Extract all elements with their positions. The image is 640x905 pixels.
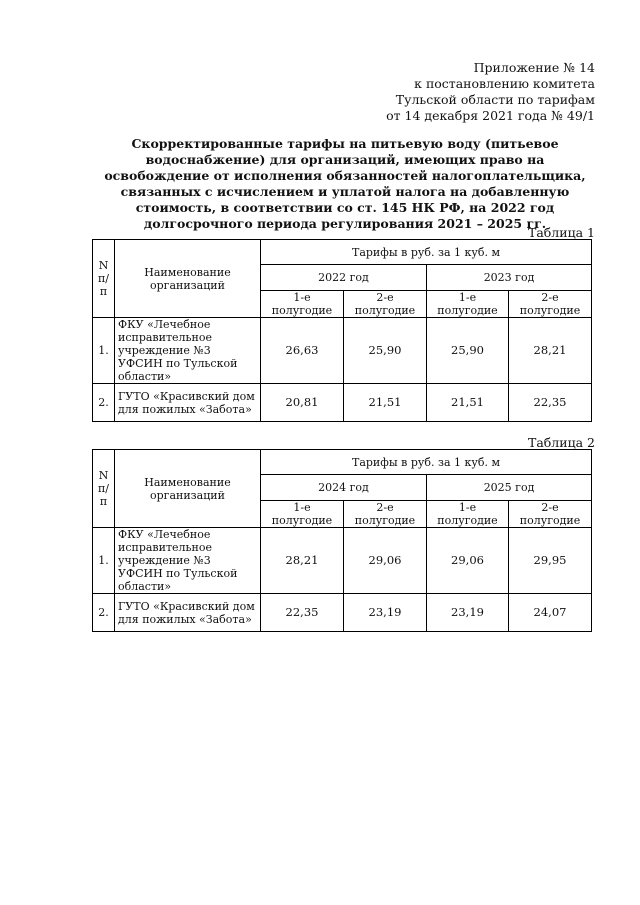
header-half: 2-е полугодие <box>344 291 427 318</box>
appendix-block <box>386 60 595 124</box>
table-row <box>93 528 592 594</box>
header-half: 2-е полугодие <box>509 291 592 318</box>
tariff-value: 23,19 <box>344 594 427 632</box>
org-name: ГУТО «Красивский дом для пожилых «Забота» <box>115 594 261 632</box>
appendix-line: от 14 декабря 2021 года № 49/1 <box>386 108 595 123</box>
tariff-value: 22,35 <box>509 384 592 422</box>
tariff-value: 21,51 <box>427 384 509 422</box>
row-number: 1. <box>93 528 115 594</box>
appendix-line: Приложение № 14 <box>473 60 595 75</box>
appendix-line: к постановлению комитета <box>414 76 595 91</box>
tariff-value: 23,19 <box>427 594 509 632</box>
tariff-value: 26,63 <box>261 318 344 384</box>
row-number: 2. <box>93 594 115 632</box>
header-half: 2-е полугодие <box>509 501 592 528</box>
table-2-label: Таблица 2 <box>527 435 595 450</box>
header-num: N п/п <box>93 450 115 528</box>
org-name: ФКУ «Лечебное исправительное учреждение №3 УФСИН по Тульской области» <box>115 528 261 594</box>
header-year: 2025 год <box>427 475 592 501</box>
header-half: 1-е полугодие <box>427 291 509 318</box>
tariff-value: 28,21 <box>261 528 344 594</box>
org-name: ГУТО «Красивский дом для пожилых «Забота» <box>115 384 261 422</box>
table-1-label: Таблица 1 <box>527 225 595 240</box>
header-org-name: Наименование организаций <box>115 240 261 318</box>
document-title: Скорректированные тарифы на питьевую воду (питьевое водоснабжение) для организаций, имеющих право на освобождение от исполнения обязанностей налогоплательщика, связанных с исчислением и уплатой налога на добавленную стоимость, в соответствии со ст. 145 НК РФ, на 2022 год долгосрочного периода регулирования 2021 – 2025 гг. <box>104 136 586 231</box>
tariff-value: 29,06 <box>427 528 509 594</box>
tariff-value: 24,07 <box>509 594 592 632</box>
tariff-value: 29,95 <box>509 528 592 594</box>
header-num: N п/п <box>93 240 115 318</box>
header-year: 2023 год <box>427 265 592 291</box>
org-name: ФКУ «Лечебное исправительное учреждение №3 УФСИН по Тульской области» <box>115 318 261 384</box>
tariff-value: 29,06 <box>344 528 427 594</box>
tariff-value: 20,81 <box>261 384 344 422</box>
tariff-value: 25,90 <box>427 318 509 384</box>
table-row <box>93 384 592 422</box>
header-org-name: Наименование организаций <box>115 450 261 528</box>
header-half: 1-е полугодие <box>261 501 344 528</box>
tariff-table-1 <box>92 239 592 422</box>
header-half: 1-е полугодие <box>261 291 344 318</box>
tariff-value: 22,35 <box>261 594 344 632</box>
tariff-value: 21,51 <box>344 384 427 422</box>
row-number: 1. <box>93 318 115 384</box>
row-number: 2. <box>93 384 115 422</box>
tariff-table-2 <box>92 449 592 632</box>
header-half: 1-е полугодие <box>427 501 509 528</box>
header-half: 2-е полугодие <box>344 501 427 528</box>
header-year: 2024 год <box>261 475 427 501</box>
tariff-value: 25,90 <box>344 318 427 384</box>
tariff-value: 28,21 <box>509 318 592 384</box>
header-tariff: Тарифы в руб. за 1 куб. м <box>261 450 592 475</box>
header-tariff: Тарифы в руб. за 1 куб. м <box>261 240 592 265</box>
header-year: 2022 год <box>261 265 427 291</box>
appendix-line: Тульской области по тарифам <box>395 92 595 107</box>
table-row <box>93 318 592 384</box>
table-row <box>93 594 592 632</box>
